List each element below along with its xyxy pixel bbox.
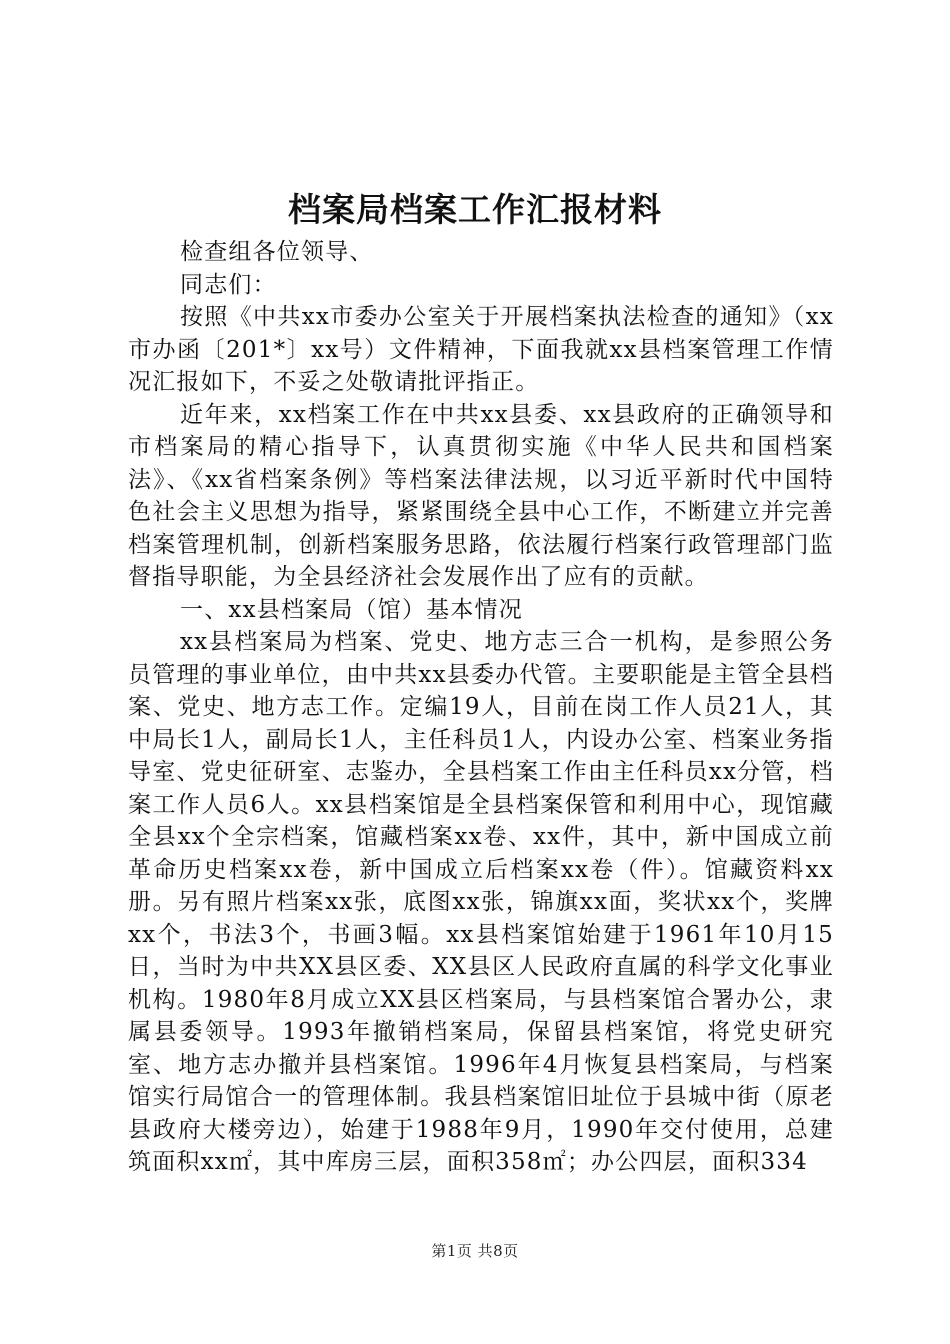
section-heading-1: 一、xx县档案局（馆）基本情况 xyxy=(180,596,523,623)
salutation-line-2: 同志们： xyxy=(180,271,277,298)
document-body xyxy=(128,236,834,1179)
salutation-line-1: 检查组各位领导、 xyxy=(180,239,374,265)
document-title: 档案局档案工作汇报材料 xyxy=(288,190,662,229)
paragraph-intro: 按照《中共xx市委办公室关于开展档案执法检查的通知》（xx市办函〔201*〕xx号）文件精神，下面我就xx县档案管理工作情况汇报如下，不妥之处敬请批评指正。 xyxy=(128,304,834,395)
paragraph-basic-info: xx县档案局为档案、党史、地方志三合一机构，是参照公务员管理的事业单位，由中共xx县委办代管。主要职能是主管全县档案、党史、地方志工作。定编19人，目前在岗工作人员21人，其中局长1人，副局长1人，主任科员1人，内设办公室、档案业务指导室、党史征研室、志鉴办，全县档案工作由主任科员xx分管，档案工作人员6人。xx县档案馆是全县档案保管和利用中心，现馆藏全县xx个全宗档案，馆藏档案xx卷、xx件，其中，新中国成立前革命历史档案xx卷，新中国成立后档案xx卷（件）。馆藏资料xx册。另有照片档案xx张，底图xx张，锦旗xx面，奖状xx个，奖牌xx个，书法3个，书画3幅。xx县档案馆始建于1961年10月15日，当时为中共XX县区委、XX县区人民政府直属的科学文化事业机构。1980年8月成立XX县区档案局，与县档案馆合署办公，隶属县委领导。1993年撤销档案局，保留县档案馆，将党史研究室、地方志办撤并县档案馆。1996年4月恢复县档案局，与档案馆实行局馆合一的管理体制。我县档案馆旧址位于县城中街（原老县政府大楼旁边），始建于1988年9月，1990年交付使用，总建筑面积xx㎡，其中库房三层，面积358㎡；办公四层，面积334 xyxy=(128,629,834,1175)
page-footer: 第1页 共8页 xyxy=(431,1242,519,1260)
paragraph-overview: 近年来，xx档案工作在中共xx县委、xx县政府的正确领导和市档案局的精心指导下，认真贯彻实施《中华人民共和国档案法》、《xx省档案条例》等档案法律法规，以习近平新时代中国特色社会主义思想为指导，紧紧围绕全县中心工作，不断建立并完善档案管理机制，创新档案服务思路，依法履行档案行政管理部门监督指导职能，为全县经济社会发展作出了应有的贡献。 xyxy=(128,401,834,590)
